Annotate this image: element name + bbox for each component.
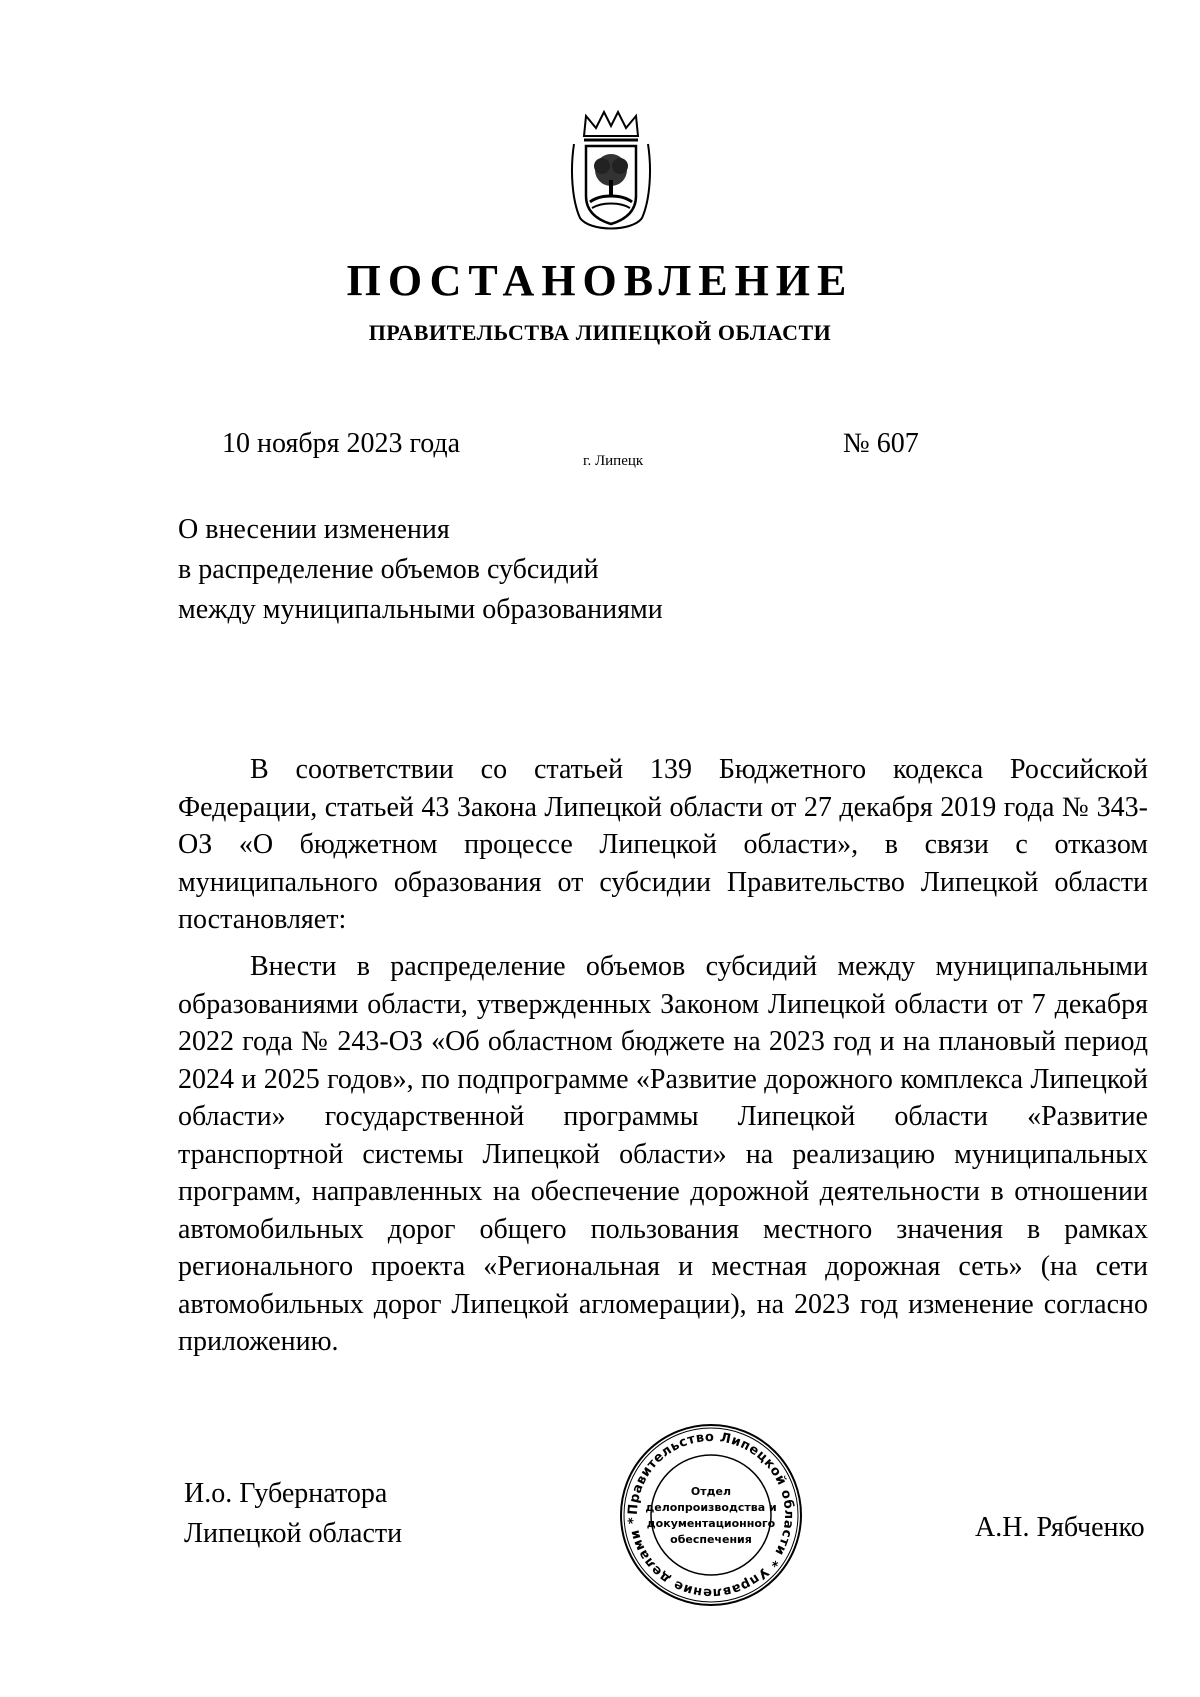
signatory-name: А.Н. Рябченко <box>975 1512 1145 1543</box>
stamp-center-line: документационного <box>646 1517 776 1530</box>
subject-line: между муниципальными образованиями <box>178 594 663 625</box>
subject-line: в распределение объемов субсидий <box>178 554 599 585</box>
official-stamp <box>616 1420 806 1610</box>
document-title: ПОСТАНОВЛЕНИЕ <box>346 256 854 305</box>
stamp-center-line: Отдел <box>690 1485 732 1498</box>
signatory-position <box>184 1474 402 1554</box>
document-date: 10 ноября 2023 года <box>222 428 461 459</box>
body-paragraph: Внести в распределение объемов субсидий между муниципальными образованиями области, утвержденных Законом Липецкой области от 7 декабря 2022 года № 243-ОЗ «Об областном бюджете на 2023 год и на плановый период 2024 и 2025 годов», по подпрограмме «Развитие дорожного комплекса Липецкой области» государственной программы Липецкой области «Развитие транспортной системы Липецкой области» на реализацию муниципальных программ, направленных на обеспечение дорожной деятельности в отношении автомобильных дорог общего пользования местного значения в рамках регионального проекта «Региональная и местная дорожная сеть» (на сети автомобильных дорог Липецкой агломерации), на 2023 год изменение согласно приложению. <box>178 951 1148 1357</box>
stamp-ring-text: Правительство Липецкой области * Управление делами * <box>625 1429 797 1601</box>
signatory-position-line: И.о. Губернатора <box>184 1478 388 1509</box>
document-subject <box>178 510 663 630</box>
stamp-center-line: обеспечения <box>670 1533 752 1546</box>
stamp-center-line: делопроизводства и <box>645 1501 777 1514</box>
coat-of-arms-icon <box>566 110 656 235</box>
document-city: г. Липецк <box>583 453 644 469</box>
body-paragraph: В соответствии со статьей 139 Бюджетного кодекса Российской Федерации, статьей 43 Закона Липецкой области от 27 декабря 2019 года № 343-ОЗ «О бюджетном процессе Липецкой области», в связи с отказом муниципального образования от субсидии Правительство Липецкой области постановляет: <box>178 754 1148 935</box>
document-number: № 607 <box>843 428 919 459</box>
signatory-position-line: Липецкой области <box>184 1518 403 1549</box>
subject-line: О внесении изменения <box>178 514 450 545</box>
document-subtitle: ПРАВИТЕЛЬСТВА ЛИПЕЦКОЙ ОБЛАСТИ <box>368 320 832 345</box>
